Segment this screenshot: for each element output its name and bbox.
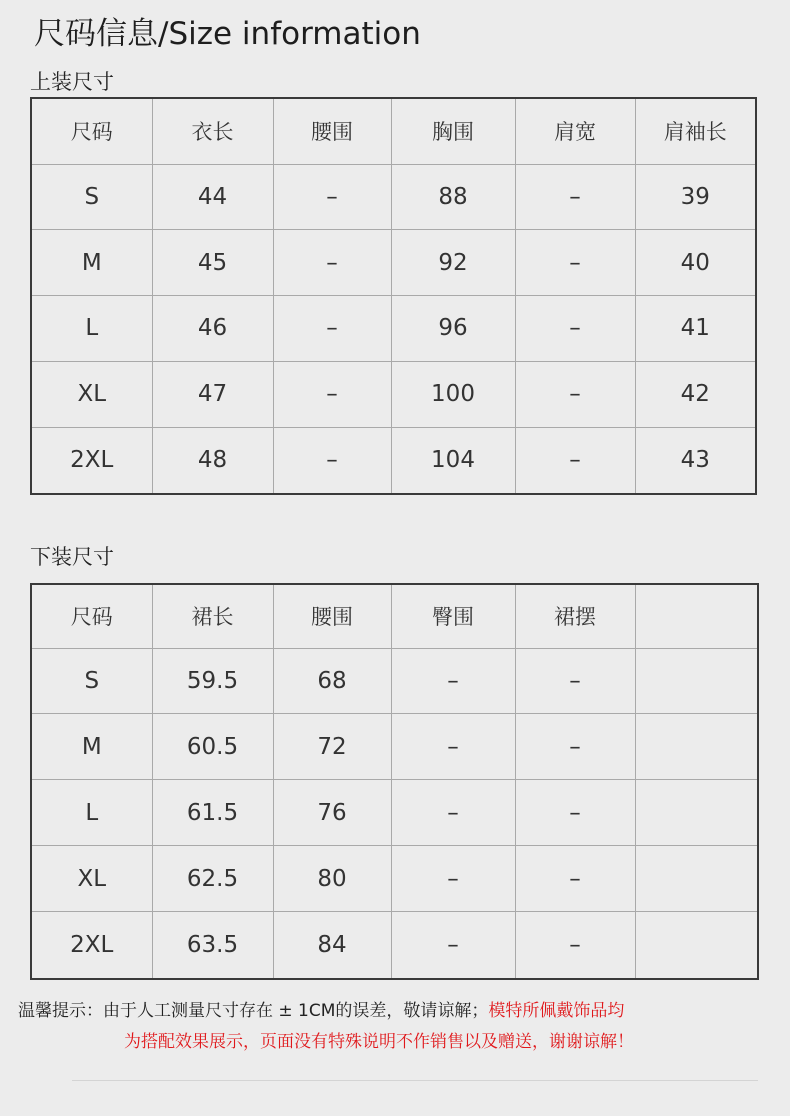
bottom-table-cell: 59.5	[152, 648, 273, 714]
bottom-table-cell: 84	[273, 912, 391, 979]
bottom-table-cell: 61.5	[152, 780, 273, 846]
bottom-table-cell	[635, 912, 758, 979]
footer-line-1	[18, 996, 634, 1027]
bottom-table-cell: –	[515, 846, 635, 912]
top-header-cell: 胸围	[391, 98, 515, 164]
bottom-table-cell	[635, 780, 758, 846]
top-table-cell: 88	[391, 164, 515, 230]
bottom-table-cell: 62.5	[152, 846, 273, 912]
bottom-table-cell: S	[31, 648, 152, 714]
bottom-table-cell: 72	[273, 714, 391, 780]
top-table-cell: 43	[635, 427, 756, 494]
top-table-row	[31, 230, 756, 296]
bottom-table-cell	[635, 846, 758, 912]
footer-note-red-2: 为搭配效果展示，页面没有特殊说明不作销售以及赠送，谢谢谅解！	[124, 1032, 634, 1052]
bottom-table-row	[31, 714, 758, 780]
footer-line-2	[18, 1027, 634, 1058]
top-table-cell: –	[273, 296, 391, 362]
top-table-cell: 92	[391, 230, 515, 296]
bottom-header-row	[31, 584, 758, 648]
bottom-table-cell: L	[31, 780, 152, 846]
top-table-cell: 42	[635, 361, 756, 427]
top-table-cell: –	[273, 427, 391, 494]
top-table-cell: –	[515, 361, 635, 427]
top-table-cell: 40	[635, 230, 756, 296]
top-header-row	[31, 98, 756, 164]
bottom-table-cell: 60.5	[152, 714, 273, 780]
top-table-cell: –	[515, 296, 635, 362]
bottom-table-cell	[635, 648, 758, 714]
bottom-table-cell: –	[391, 846, 515, 912]
bottom-table-cell: 76	[273, 780, 391, 846]
bottom-header-cell: 裙摆	[515, 584, 635, 648]
top-table-cell: –	[273, 361, 391, 427]
top-table-cell: 46	[152, 296, 273, 362]
bottom-table-cell: –	[391, 912, 515, 979]
bottom-table-cell: –	[391, 780, 515, 846]
top-table-cell: S	[31, 164, 152, 230]
bottom-table-cell: –	[515, 714, 635, 780]
footer-note-red-1: 模特所佩戴饰品均	[488, 1001, 625, 1021]
footer-note-black: 温馨提示：由于人工测量尺寸存在 ± 1CM的误差，敬请谅解；	[18, 1001, 489, 1021]
top-table-cell: 47	[152, 361, 273, 427]
top-table-cell: 48	[152, 427, 273, 494]
top-table-row	[31, 361, 756, 427]
bottom-table-row	[31, 846, 758, 912]
top-table-cell: M	[31, 230, 152, 296]
bottom-table-cell: –	[515, 912, 635, 979]
bottom-table-cell: –	[391, 648, 515, 714]
bottom-table-cell: 80	[273, 846, 391, 912]
top-table-row	[31, 427, 756, 494]
bottom-table-cell: 68	[273, 648, 391, 714]
top-header-cell: 肩宽	[515, 98, 635, 164]
top-table-row	[31, 296, 756, 362]
top-table-cell: 104	[391, 427, 515, 494]
bottom-header-cell: 腰围	[273, 584, 391, 648]
top-table-cell: –	[515, 164, 635, 230]
bottom-table-row	[31, 648, 758, 714]
top-table-cell: –	[515, 427, 635, 494]
top-table-cell: 96	[391, 296, 515, 362]
top-header-cell: 衣长	[152, 98, 273, 164]
top-section-label: 上装尺寸	[30, 70, 114, 94]
top-table-cell: XL	[31, 361, 152, 427]
footer-note	[18, 996, 634, 1058]
bottom-header-cell	[635, 584, 758, 648]
top-table-cell: 2XL	[31, 427, 152, 494]
top-table-cell: 44	[152, 164, 273, 230]
top-table-cell: 45	[152, 230, 273, 296]
bottom-header-cell: 裙长	[152, 584, 273, 648]
divider	[72, 1080, 758, 1081]
bottom-table-row	[31, 912, 758, 979]
top-table-cell: –	[515, 230, 635, 296]
bottom-table-cell: XL	[31, 846, 152, 912]
top-table-cell: 41	[635, 296, 756, 362]
bottom-table-cell: 2XL	[31, 912, 152, 979]
bottom-table-cell: –	[515, 648, 635, 714]
top-table-cell: –	[273, 164, 391, 230]
top-table-cell: 100	[391, 361, 515, 427]
bottom-table-cell: –	[391, 714, 515, 780]
bottom-header-cell: 尺码	[31, 584, 152, 648]
top-table-cell: L	[31, 296, 152, 362]
top-header-cell: 腰围	[273, 98, 391, 164]
top-table-cell: 39	[635, 164, 756, 230]
top-header-cell: 尺码	[31, 98, 152, 164]
bottom-table-cell: –	[515, 780, 635, 846]
top-table-cell: –	[273, 230, 391, 296]
bottom-header-cell: 臀围	[391, 584, 515, 648]
bottom-size-table	[30, 583, 759, 980]
top-header-cell: 肩袖长	[635, 98, 756, 164]
bottom-table-row	[31, 780, 758, 846]
top-size-table	[30, 97, 757, 495]
bottom-table-cell: M	[31, 714, 152, 780]
bottom-section-label: 下装尺寸	[30, 545, 114, 569]
bottom-table-cell: 63.5	[152, 912, 273, 979]
bottom-table-cell	[635, 714, 758, 780]
page-title: 尺码信息/Size information	[34, 16, 421, 52]
top-table-row	[31, 164, 756, 230]
